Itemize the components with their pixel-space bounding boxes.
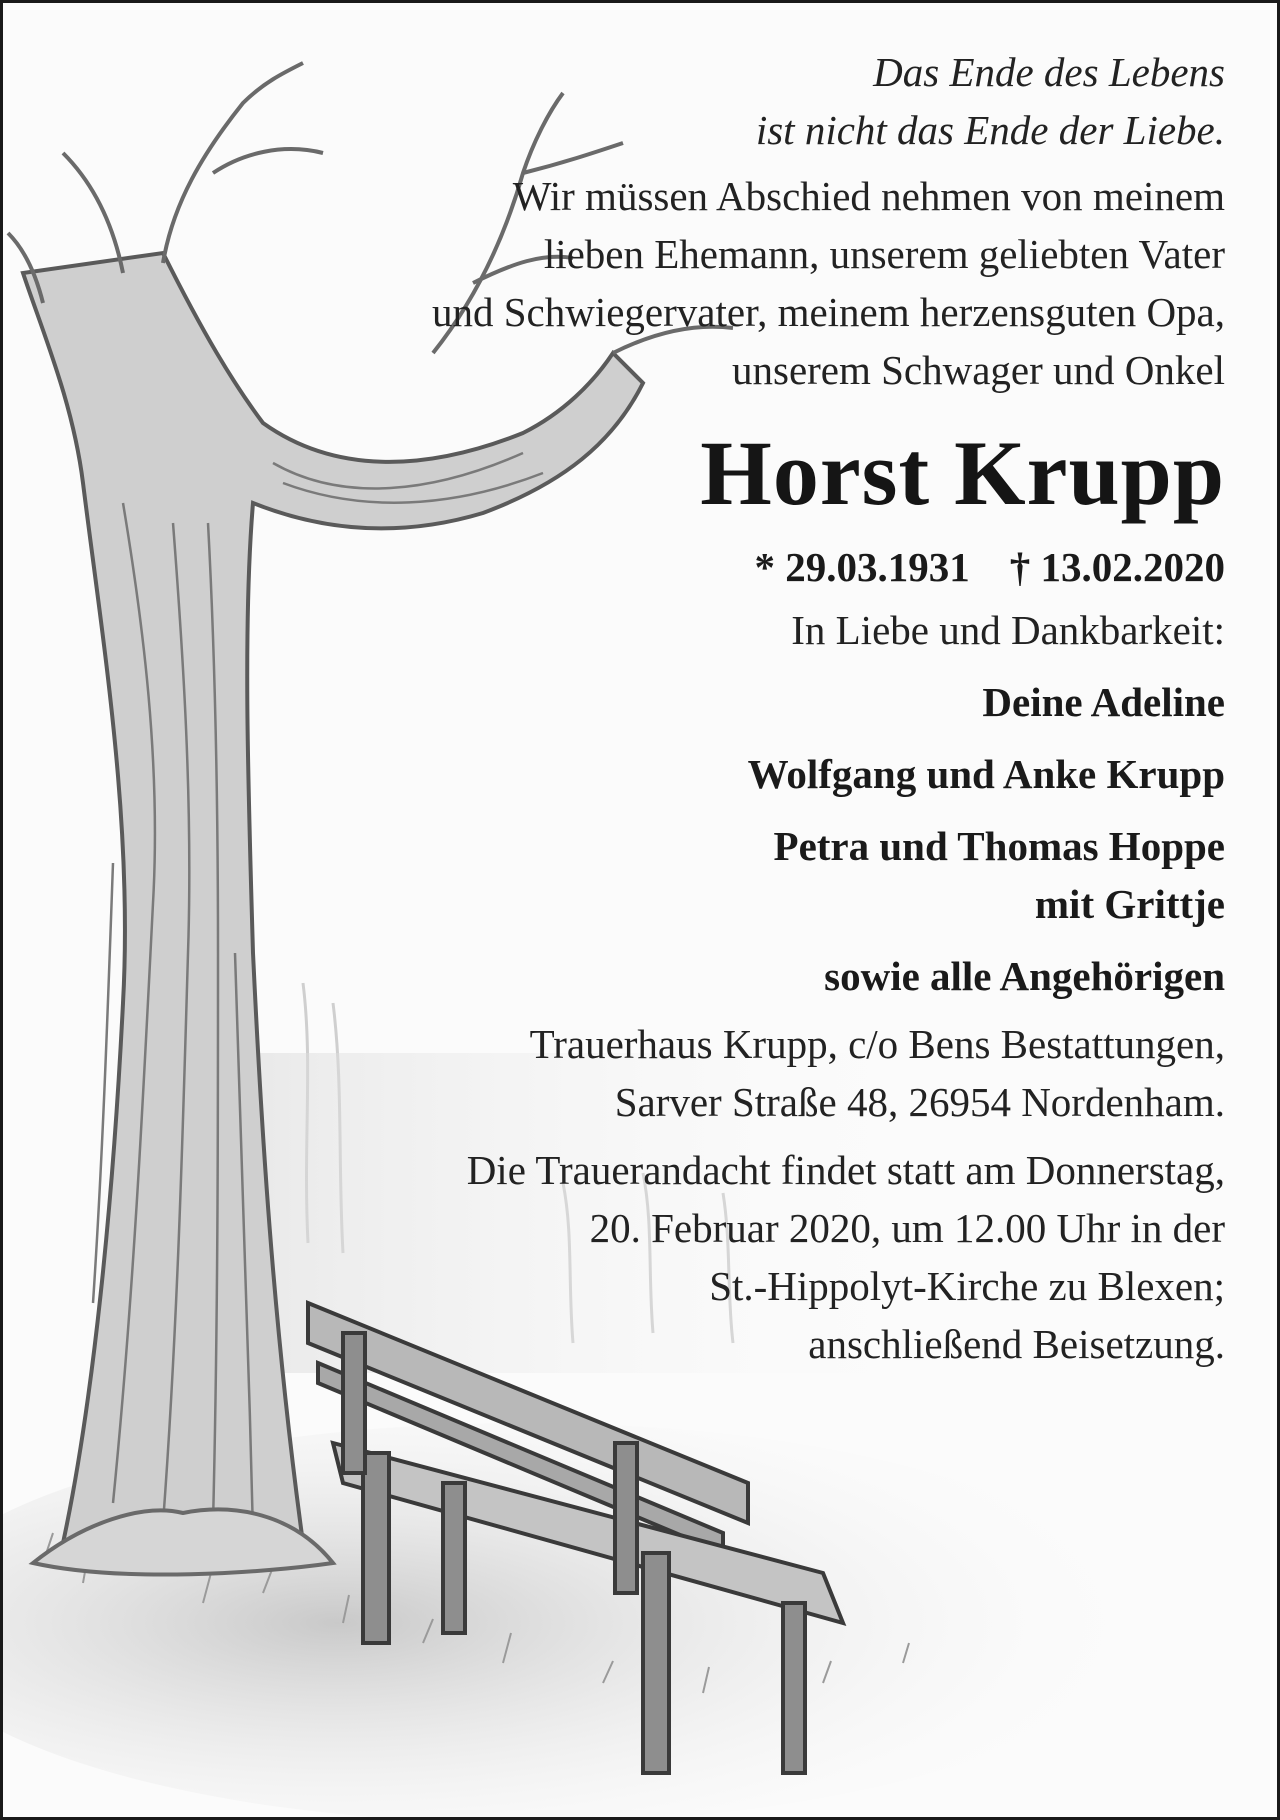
bench-leg-back-right	[783, 1603, 805, 1773]
service-line: St.-Hippolyt-Kirche zu Blexen;	[709, 1263, 1225, 1309]
motto-line: Das Ende des Lebens	[873, 49, 1225, 95]
intro-line: Wir müssen Abschied nehmen von meinem	[512, 173, 1225, 219]
intro-line: lieben Ehemann, unserem geliebten Vater	[543, 231, 1225, 277]
address-line: Sarver Straße 48, 26954 Nordenham.	[614, 1079, 1225, 1125]
mourner-name: Petra und Thomas Hoppe	[773, 823, 1225, 869]
mourning-house-address	[205, 1015, 1225, 1131]
service-details	[205, 1141, 1225, 1373]
life-dates	[205, 537, 1225, 597]
mourner-name: Deine Adeline	[982, 679, 1225, 725]
motto	[205, 43, 1225, 159]
notice-text	[205, 43, 1225, 1373]
address-line: Trauerhaus Krupp, c/o Bens Bestattungen,	[529, 1021, 1225, 1067]
deceased-name: Horst Krupp	[700, 422, 1225, 524]
bench-leg-front-left	[363, 1453, 389, 1643]
service-line: anschließend Beisetzung.	[808, 1321, 1225, 1367]
motto-line: ist nicht das Ende der Liebe.	[755, 107, 1225, 153]
mourner-name: mit Grittje	[1034, 881, 1225, 927]
mourner-name: sowie alle Angehörigen	[824, 953, 1225, 999]
death-cross: †	[1009, 544, 1031, 590]
service-line: Die Trauerandacht findet statt am Donnerstag,	[466, 1147, 1225, 1193]
thanks-line: In Liebe und Dankbarkeit:	[791, 607, 1225, 653]
bench-leg-back-left	[443, 1483, 465, 1633]
bench-post-right	[615, 1443, 637, 1593]
intro-line: und Schwiegervater, meinem herzensguten Opa,	[431, 289, 1225, 335]
mourner-name: Wolfgang und Anke Krupp	[747, 751, 1225, 797]
intro-text	[205, 167, 1225, 399]
birth-date: 29.03.1931	[785, 544, 970, 590]
death-date: 13.02.2020	[1040, 544, 1225, 590]
bench-leg-front-right	[643, 1553, 669, 1773]
intro-line: unserem Schwager und Onkel	[731, 347, 1225, 393]
service-line: 20. Februar 2020, um 12.00 Uhr in der	[589, 1205, 1225, 1251]
birth-star: *	[754, 544, 775, 590]
